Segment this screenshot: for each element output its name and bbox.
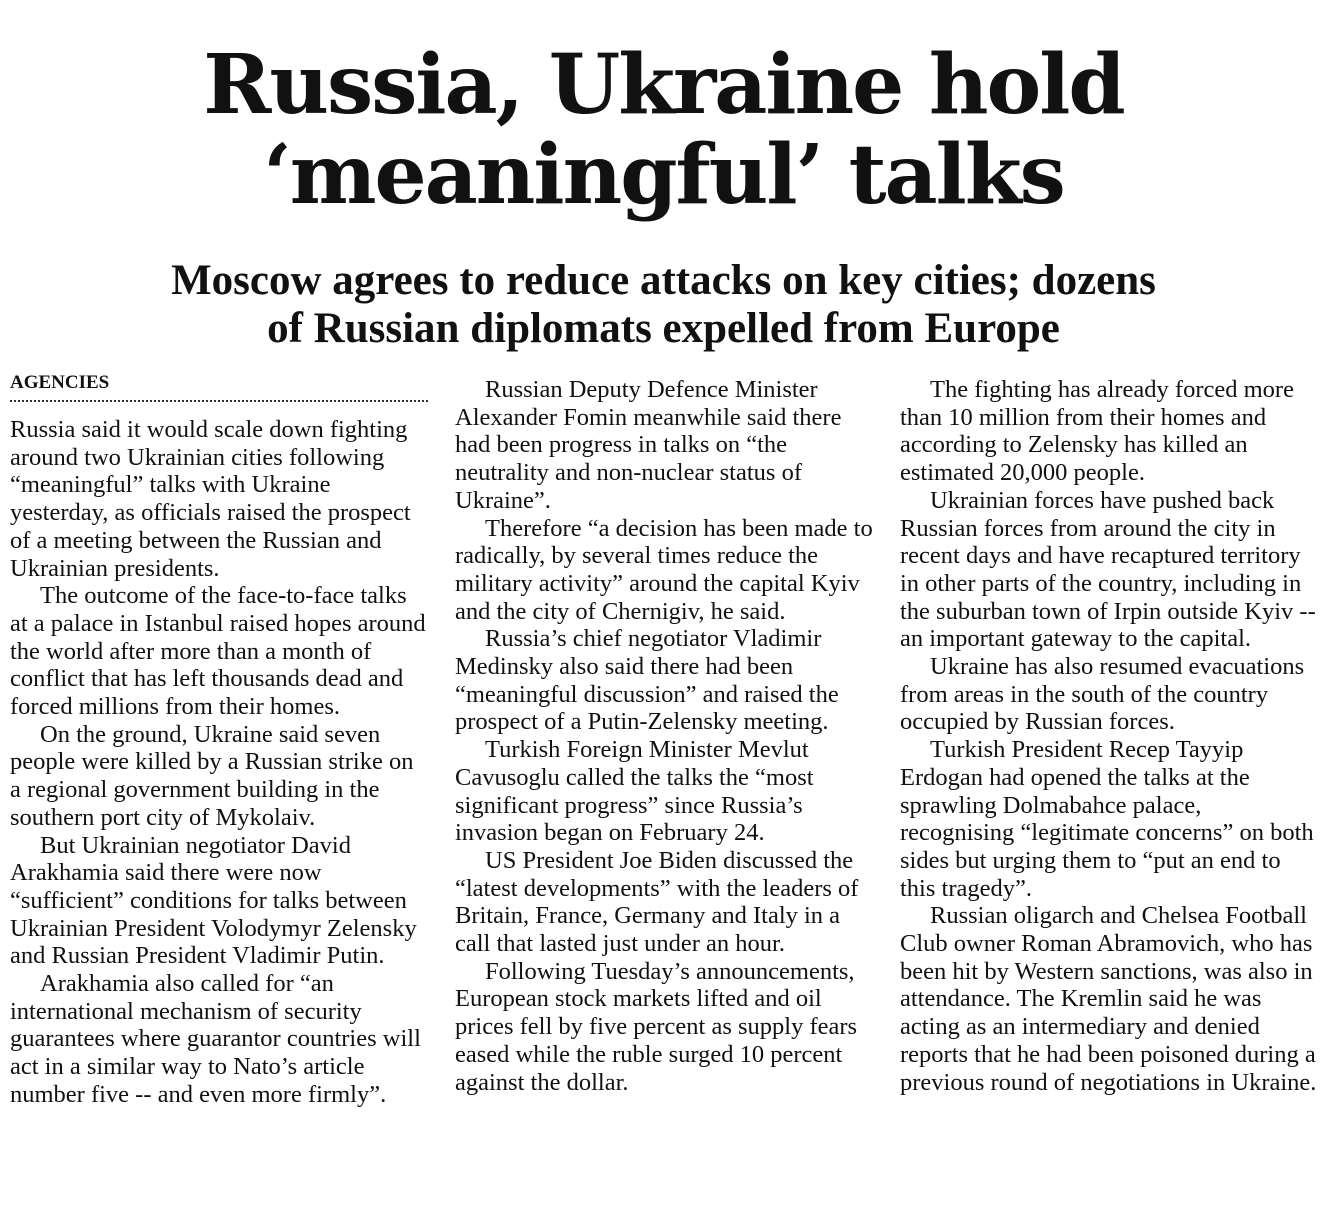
- subheadline: [0, 257, 1327, 353]
- paragraph: But Ukrainian negotiator David Arakhamia said there were now “sufficient” conditions for talks between Ukrainian President Volodymyr Zelensky and Russian President Vladimir Putin.: [10, 831, 417, 970]
- paragraph: Russian oligarch and Chelsea Football Club owner Roman Abramovich, who has been hit by Western sanctions, was also in attendance. The Kremlin said he was acting as an intermediary and denied reports that he had been poisoned during a previous round of negotiations in Ukraine.: [900, 902, 1317, 1096]
- headline-line-1: Russia, Ukraine hold: [203, 37, 1124, 133]
- paragraph: Turkish President Recep Tayyip Erdogan had opened the talks at the sprawling Dolmabahce palace, recognising “legitimate concerns” on both sides but urging them to “put an end to this tragedy”.: [900, 736, 1314, 902]
- article-column-2: [455, 376, 875, 1096]
- paragraph: US President Joe Biden discussed the “latest developments” with the leaders of Britain, France, Germany and Italy in a call that lasted just under an hour.: [455, 846, 859, 958]
- paragraph: On the ground, Ukraine said seven people were killed by a Russian strike on a regional government building in the southern port city of Mykolaiv.: [10, 720, 414, 831]
- paragraph: Russia said it would scale down fighting around two Ukrainian cities following “meaningful” talks with Ukraine yesterday, as officials raised the prospect of a meeting between the Russian and Ukrainian presidents.: [10, 416, 411, 582]
- paragraph: Therefore “a decision has been made to radically, by several times reduce the military activity” around the capital Kyiv and the city of Chernigiv, he said.: [455, 514, 873, 625]
- article-column-3: [900, 376, 1320, 1096]
- paragraph: Turkish Foreign Minister Mevlut Cavusoglu called the talks the “most significant progress” since Russia’s invasion began on February 24.: [455, 736, 814, 847]
- paragraph: The outcome of the face-to-face talks at a palace in Istanbul raised hopes around the world after more than a month of conflict that has left thousands dead and forced millions from their homes.: [10, 582, 426, 721]
- article-column-1: [10, 372, 428, 1109]
- subheadline-line-2: of Russian diplomats expelled from Europe: [267, 305, 1060, 352]
- paragraph: Ukrainian forces have pushed back Russian forces from around the city in recent days and have recaptured territory in other parts of the country, including in the suburban town of Irpin outside Kyiv -- an important gateway to the capital.: [900, 486, 1316, 653]
- paragraph: Following Tuesday’s announcements, European stock markets lifted and oil prices fell by five percent as supply fears eased while the ruble surged 10 percent against the dollar.: [455, 957, 858, 1096]
- paragraph: The fighting has already forced more than 10 million from their homes and according to Zelensky has killed an estimated 20,000 people.: [900, 376, 1294, 487]
- paragraph: Ukraine has also resumed evacuations from areas in the south of the country occupied by Russian forces.: [900, 653, 1305, 736]
- subheadline-line-1: Moscow agrees to reduce attacks on key cities; dozens: [171, 257, 1156, 304]
- byline: AGENCIES: [10, 372, 428, 402]
- headline: [0, 37, 1327, 223]
- headline-line-2: ‘meaningful’ talks: [263, 127, 1064, 223]
- paragraph: Arakhamia also called for “an international mechanism of security guarantees where guarantor countries will act in a similar way to Nato’s article number five -- and even more firmly”.: [10, 970, 421, 1108]
- paragraph: Russia’s chief negotiator Vladimir Medinsky also said there had been “meaningful discussion” and raised the prospect of a Putin-Zelensky meeting.: [455, 625, 839, 736]
- paragraph: Russian Deputy Defence Minister Alexander Fomin meanwhile said there had been progress in talks on “the neutrality and non-nuclear status of Ukraine”.: [455, 376, 842, 514]
